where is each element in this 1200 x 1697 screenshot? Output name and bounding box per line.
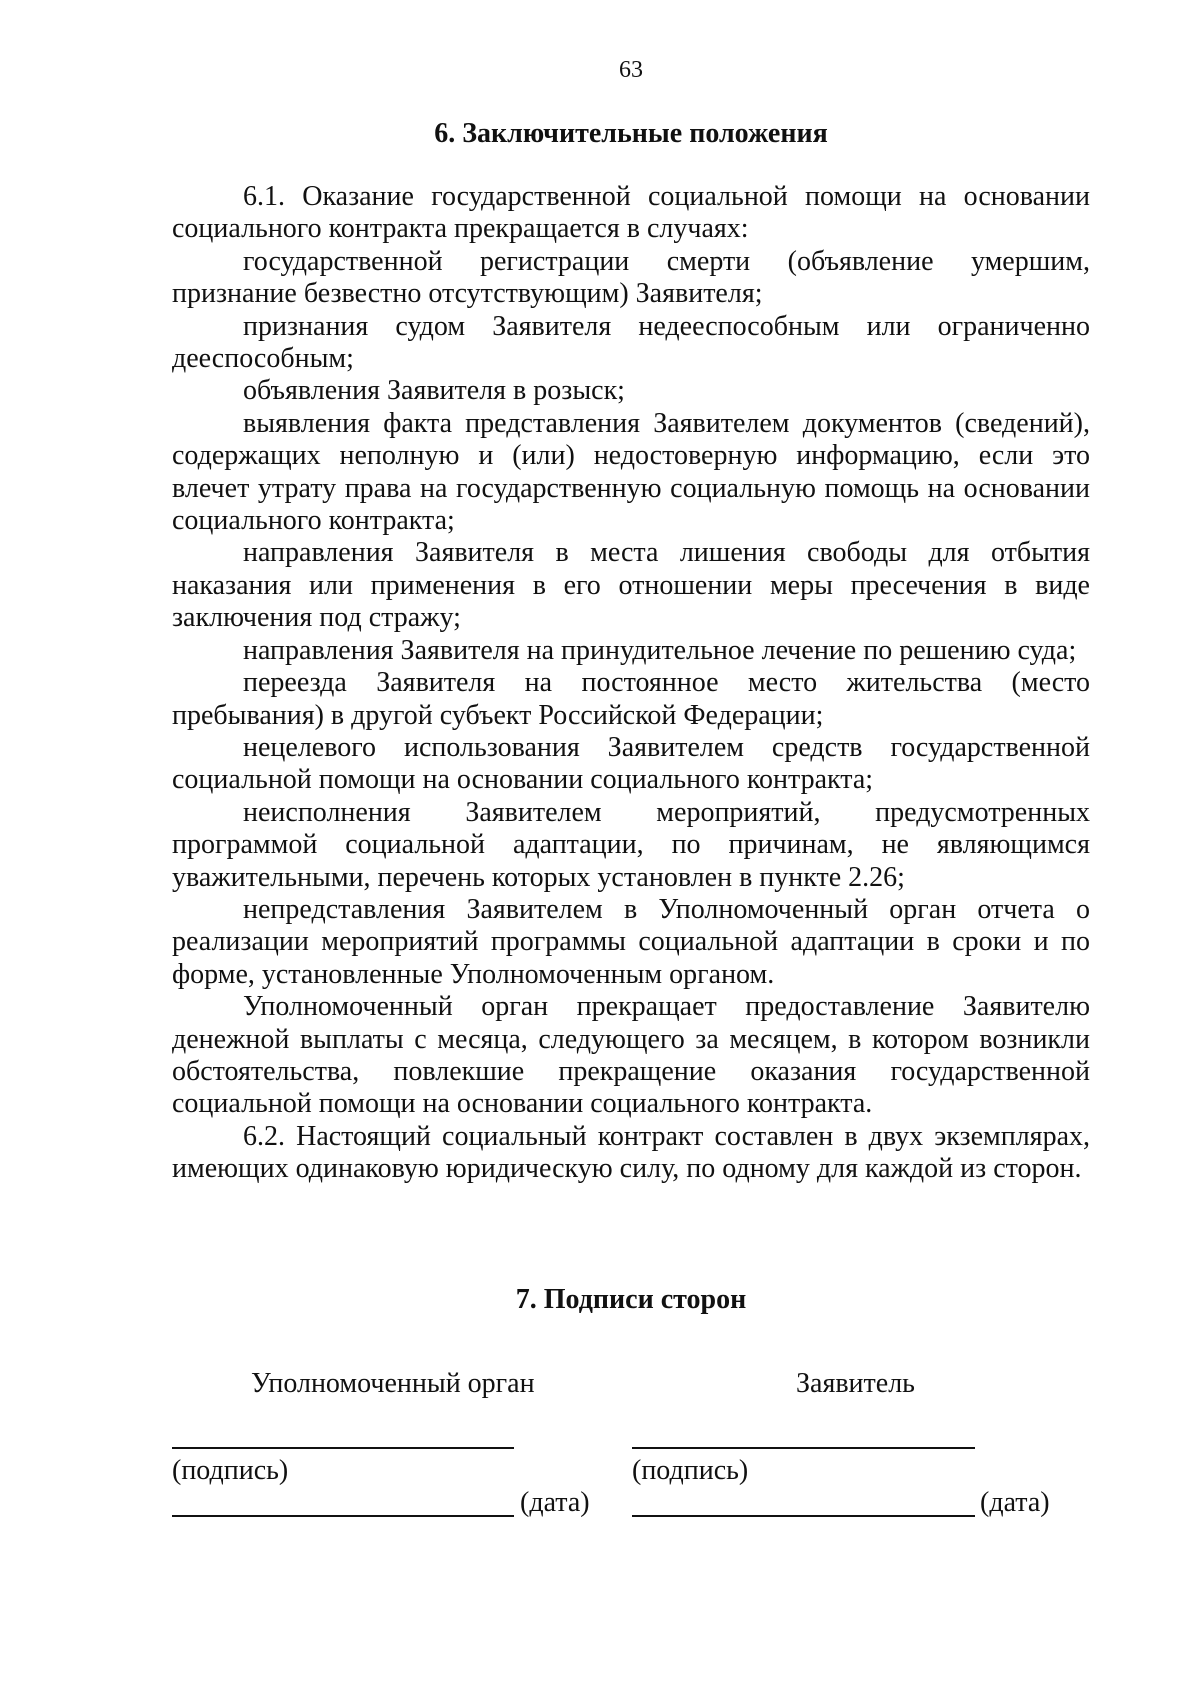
paragraph-6-2: 6.2. Настоящий социальный контракт составлен в двух экземплярах, имеющих одинаковую юридическую силу, по одному для каждой из сторон. xyxy=(172,1120,1090,1185)
authority-date-caption: (дата) xyxy=(520,1487,590,1518)
case-relocation: переезда Заявителя на постоянное место жительства (место пребывания) в другой субъект Российской Федерации; xyxy=(172,667,1090,731)
section-6-heading: 6. Заключительные положения xyxy=(434,118,828,149)
case-compulsory-treatment: направления Заявителя на принудительное лечение по решению суда; xyxy=(243,634,1077,666)
case-wanted: объявления Заявителя в розыск; xyxy=(243,375,625,407)
applicant-label: Заявитель xyxy=(796,1368,915,1399)
case-death-registration: государственной регистрации смерти (объявление умершим, признание безвестно отсутствующим) Заявителя; xyxy=(172,245,1090,310)
section-6-body xyxy=(172,181,1090,1186)
paragraph-6-1: 6.1. Оказание государственной социальной помощи на основании социального контракта прекращается в случаях: xyxy=(172,181,1090,245)
applicant-date-line xyxy=(632,1515,975,1517)
case-misuse-of-funds: нецелевого использования Заявителем средств государственной социальной помощи на основании социального контракта; xyxy=(172,731,1090,796)
payment-termination-paragraph: Уполномоченный орган прекращает предоставление Заявителю денежной выплаты с месяца, следующего за месяцем, в котором возникли обстоятельства, повлекшие прекращение оказания государственной социальной помощи на основании социального контракта. xyxy=(172,991,1090,1120)
authority-signature-line xyxy=(172,1447,514,1449)
authority-date-line xyxy=(172,1515,514,1517)
authority-signature-caption: (подпись) xyxy=(172,1455,289,1486)
applicant-date-caption: (дата) xyxy=(980,1487,1050,1518)
applicant-signature-caption: (подпись) xyxy=(632,1455,749,1486)
case-false-documents: выявления факта представления Заявителем документов (сведений), содержащих неполную и (или) недостоверную информацию, если это влечет утрату права на государственную социальную помощь на основании социального контракта; xyxy=(172,407,1090,537)
case-non-fulfilment: неисполнения Заявителем мероприятий, предусмотренных программой социальной адаптации, по причинам, не являющимся уважительными, перечень которых установлен в пункте 2.26; xyxy=(172,796,1090,893)
section-7-heading: 7. Подписи сторон xyxy=(515,1284,747,1315)
case-incapacity: признания судом Заявителя недееспособным или ограниченно дееспособным; xyxy=(172,310,1090,375)
case-no-report: непредставления Заявителем в Уполномоченный орган отчета о реализации мероприятий программы социальной адаптации в сроки и по форме, установленные Уполномоченным органом. xyxy=(172,893,1090,990)
applicant-signature-line xyxy=(632,1447,975,1449)
case-imprisonment: направления Заявителя в места лишения свободы для отбытия наказания или применения в его отношении меры пресечения в виде заключения под стражу; xyxy=(172,537,1090,634)
authority-label: Уполномоченный орган xyxy=(251,1368,535,1399)
page-number: 63 xyxy=(619,57,643,83)
